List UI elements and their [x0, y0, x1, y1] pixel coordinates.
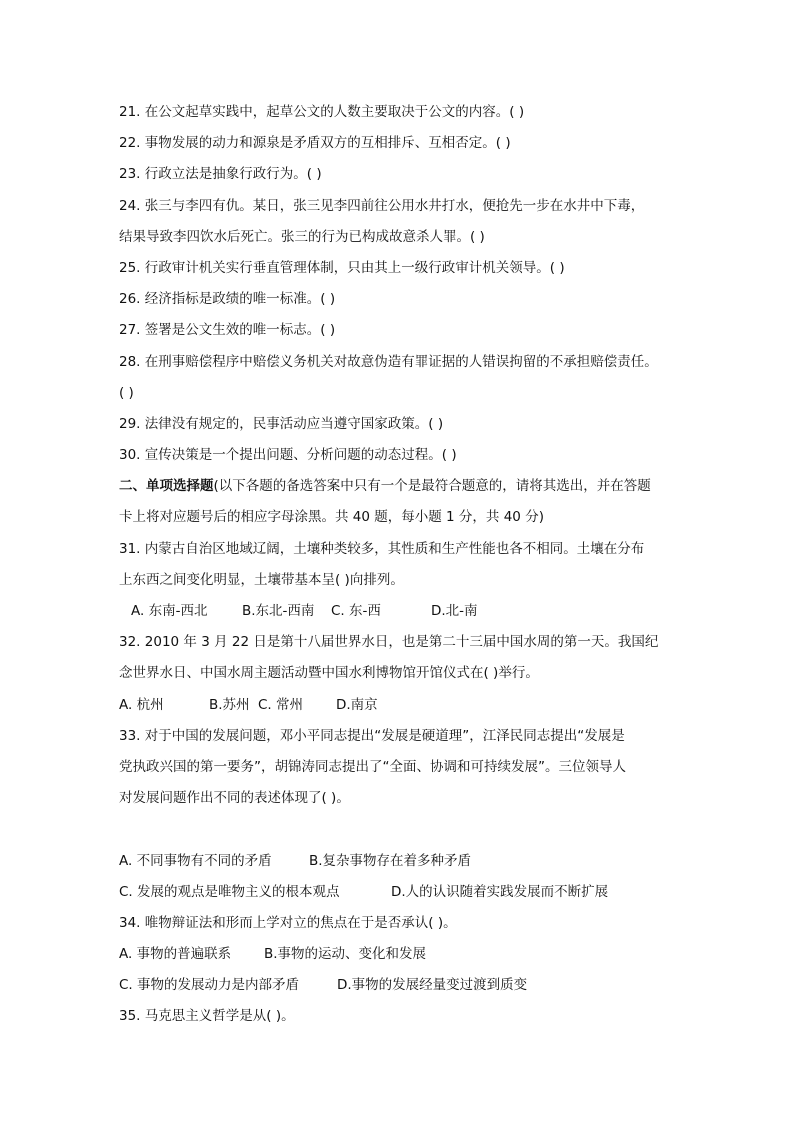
q32-option-d: D.南京: [336, 696, 378, 713]
question-33-line-3: 对发展问题作出不同的表述体现了( )。: [119, 790, 350, 807]
question-35-line-1: 35. 马克思主义哲学是从( )。: [119, 1008, 295, 1025]
q31-option-b: B.东北-西南: [242, 603, 315, 619]
q31-option-a: A. 东南-西北: [131, 603, 208, 619]
q33-option-c: C. 发展的观点是唯物主义的根本观点: [119, 883, 340, 900]
question-32-line-2: 念世界水日、中国水周主题活动暨中国水利博物馆开馆仪式在( )举行。: [119, 665, 539, 682]
question-34-line-1: 34. 唯物辩证法和形而上学对立的焦点在于是否承认( )。: [119, 914, 457, 931]
q31-option-d: D.北-南: [431, 603, 478, 619]
question-31-line-2: 上东西之间变化明显，土壤带基本呈( )向排列。: [119, 571, 404, 588]
question-33-options-row-1: [119, 846, 685, 877]
q34-option-a: A. 事物的普遍联系: [119, 946, 232, 963]
q34-option-b: B.事物的运动、变化和发展: [264, 946, 427, 963]
q32-option-c: C. 常州: [258, 696, 304, 713]
question-33-options-row-2: [119, 877, 685, 908]
q33-option-d: D.人的认识随着实践发展而不断扩展: [391, 883, 609, 900]
question-30: 30. 宣传决策是一个提出问题、分析问题的动态过程。( ): [119, 447, 457, 464]
question-33-line-1: 33. 对于中国的发展问题，邓小平同志提出“发展是硬道理”，江泽民同志提出“发展是: [119, 727, 625, 744]
q32-option-a: A. 杭州: [119, 696, 164, 713]
section-2-description: (以下各题的备选答案中只有一个是最符合题意的，请将其选出，并在答题: [213, 478, 651, 495]
q33-option-b: B.复杂事物存在着多种矛盾: [309, 852, 472, 869]
blank-gap: [119, 814, 685, 845]
question-34-options-row-1: [119, 939, 685, 970]
question-21: 21. 在公文起草实践中，起草公文的人数主要取决于公文的内容。( ): [119, 104, 525, 120]
q33-option-a: A. 不同事物有不同的矛盾: [119, 852, 272, 869]
section-2-heading: 二、单项选择题: [119, 478, 214, 495]
question-33-line-2: 党执政兴国的第一要务”，胡锦涛同志提出了“全面、协调和可持续发展”。三位领导人: [119, 758, 626, 775]
question-28-line-2: ( ): [119, 384, 134, 401]
q31-option-c: C. 东-西: [331, 603, 381, 619]
document-body: [119, 97, 685, 1033]
question-28-line-1: 28. 在刑事赔偿程序中赔偿义务机关对故意伪造有罪证据的人错误拘留的不承担赔偿责任。: [119, 353, 658, 370]
question-24-line-1: 24. 张三与李四有仇。某日，张三见李四前往公用水井打水，便抢先一步在水井中下毒，: [119, 197, 645, 214]
section-2-line-2: 卡上将对应题号后的相应字母涂黑。共 40 题，每小题 1 分，共 40 分): [119, 509, 544, 526]
question-34-options-row-2: [119, 970, 685, 1001]
question-32-options: [119, 690, 685, 721]
q34-option-d: D.事物的发展经量变过渡到质变: [337, 977, 528, 994]
question-31-options: [119, 596, 685, 627]
question-31-line-1: 31. 内蒙古自治区地域辽阔，土壤种类较多，其性质和生产性能也各不相同。土壤在分布: [119, 540, 645, 557]
question-23: 23. 行政立法是抽象行政行为。( ): [119, 166, 322, 183]
question-24-line-2: 结果导致李四饮水后死亡。张三的行为已构成故意杀人罪。( ): [119, 228, 485, 245]
question-29: 29. 法律没有规定的，民事活动应当遵守国家政策。( ): [119, 415, 444, 432]
question-32-line-1: 32. 2010 年 3 月 22 日是第十八届世界水日，也是第二十三届中国水周的第一天。我国纪: [119, 634, 659, 651]
question-26: 26. 经济指标是政绩的唯一标准。( ): [119, 291, 336, 308]
question-25: 25. 行政审计机关实行垂直管理体制，只由其上一级行政审计机关领导。( ): [119, 259, 565, 276]
question-27: 27. 签署是公文生效的唯一标志。( ): [119, 322, 336, 339]
section-2-line-1: [119, 471, 685, 502]
q32-option-b: B.苏州: [209, 696, 250, 713]
q34-option-c: C. 事物的发展动力是内部矛盾: [119, 977, 300, 994]
question-22: 22. 事物发展的动力和源泉是矛盾双方的互相排斥、互相否定。( ): [119, 135, 511, 152]
